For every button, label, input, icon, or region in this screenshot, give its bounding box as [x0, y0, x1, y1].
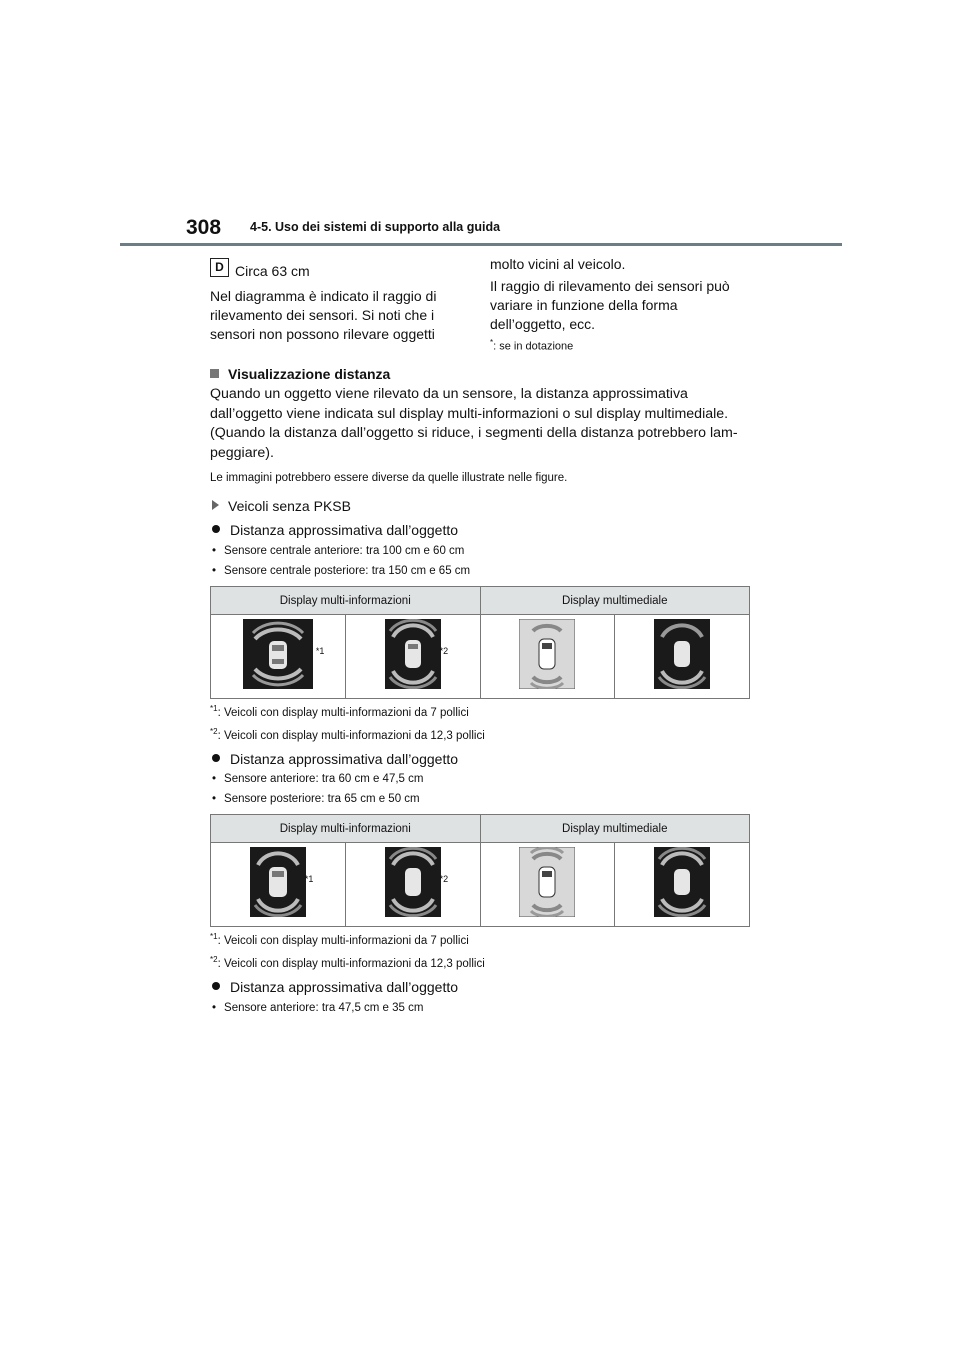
intro-right-text-2: Il raggio di rilevamento dei sensori può variare in funzione della forma dell’oggetto, ecc.	[490, 278, 730, 332]
list-item: • Sensore centrale posteriore: tra 150 cm e 65 cm	[212, 565, 470, 577]
body-text: Quando un oggetto viene rilevato da un sensore, la distanza approssimativa dall’oggetto viene indicata sul display multi-informazioni o sul display multimediale. (Quando la distanza dall’oggetto si riduce, i segmenti della distanza potrebbero lam-peggiare).	[210, 386, 738, 461]
table-header: Display multi-informazioni	[211, 587, 481, 615]
group-title: Distanza approssimativa dall’oggetto	[212, 750, 458, 769]
intro-left-text: Nel diagramma è indicato il raggio di rilevamento dei sensori. Si noti che i sensori non possono rilevare oggetti	[210, 288, 437, 342]
table-header: Display multimediale	[480, 587, 750, 615]
footnote: $^{*2}$: Veicoli con display multi-informazioni da 12,3 pollici	[210, 727, 485, 742]
callout-badge: D	[210, 258, 229, 277]
list-item: • Sensore posteriore: tra 65 cm e 50 cm	[212, 793, 420, 805]
subheading: Veicoli senza PKSB	[212, 497, 351, 516]
footnote: $^{*1}$: Veicoli con display multi-informazioni da 7 pollici	[210, 704, 469, 719]
table-header: Display multi-informazioni	[211, 815, 481, 843]
image-note: Le immagini potrebbero essere diverse da quelle illustrate nelle figure.	[210, 472, 568, 484]
display-table	[210, 814, 750, 927]
mid-12in-display-icon	[385, 847, 449, 922]
footnote: $^{*1}$: Veicoli con display multi-informazioni da 7 pollici	[210, 932, 469, 947]
dot-bullet-icon	[212, 525, 220, 533]
mid-7in-display-icon	[250, 847, 314, 922]
list-item: • Sensore anteriore: tra 60 cm e 47,5 cm	[212, 773, 423, 785]
footnote-mark-1: *1	[315, 646, 325, 656]
list-item: • Sensore anteriore: tra 47,5 cm e 35 cm	[212, 1002, 423, 1014]
table-header: Display multimediale	[480, 815, 750, 843]
multimedia-dark-icon	[654, 619, 710, 694]
footnote-mark-2: *2	[439, 646, 449, 656]
page-number: 308	[186, 216, 222, 239]
mid-12in-display-icon	[385, 619, 449, 694]
group-title: Distanza approssimativa dall’oggetto	[212, 521, 458, 540]
list-item: • Sensore centrale anteriore: tra 100 cm e 60 cm	[212, 545, 464, 557]
intro-footnote	[490, 338, 573, 353]
display-table	[210, 586, 750, 699]
mid-7in-display-icon	[243, 619, 325, 694]
section-heading: Visualizzazione distanza	[210, 366, 390, 382]
callout-text: Circa 63 cm	[235, 263, 310, 279]
footnote-mark: *	[490, 338, 494, 347]
footnote-text: : se in dotazione	[493, 340, 574, 353]
section-title: 4-5. Uso dei sistemi di supporto alla guida	[250, 220, 501, 234]
dot-bullet-icon	[212, 982, 220, 990]
footnote-mark-1: *1	[304, 874, 314, 884]
header-rule	[120, 243, 842, 246]
intro-right-text: molto vicini al veicolo.	[490, 256, 626, 272]
footnote-mark-2: *2	[439, 874, 449, 884]
multimedia-dark-icon	[654, 847, 710, 922]
triangle-bullet-icon	[212, 500, 219, 510]
multimedia-light-icon	[519, 847, 575, 922]
multimedia-light-icon	[519, 619, 575, 694]
group-title: Distanza approssimativa dall’oggetto	[212, 978, 458, 997]
footnote: $^{*2}$: Veicoli con display multi-informazioni da 12,3 pollici	[210, 955, 485, 970]
square-bullet-icon	[210, 369, 219, 378]
dot-bullet-icon	[212, 754, 220, 762]
